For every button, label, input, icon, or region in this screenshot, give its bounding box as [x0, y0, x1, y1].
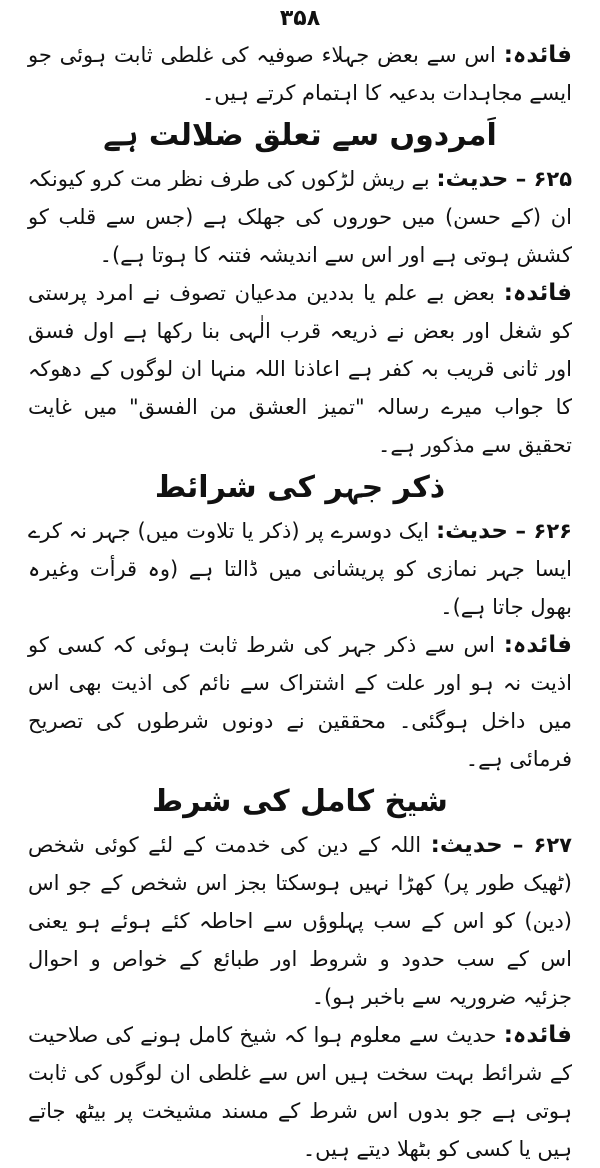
paragraph-text: بے ریش لڑکوں کی طرف نظر مت کرو کیونکہ ان (کے حسن) میں حوروں کی جھلک ہے (جس سے قلب کو کشش ہوتی ہے اور اس سے اندیشہ فتنہ کا ہوتا ہے)۔ — [28, 167, 572, 267]
paragraph-text: ایک دوسرے پر (ذکر یا تلاوت میں) جہر نہ کرے ایسا جہر نمازی کو پریشانی میں ڈالتا ہے (وہ قرأت وغیرہ بھول جاتا ہے)۔ — [28, 519, 572, 619]
hadith-paragraph — [28, 512, 572, 626]
hadith-number: ۶۲۶ – — [508, 519, 572, 543]
hadith-paragraph — [28, 160, 572, 274]
fawaid-paragraph — [28, 626, 572, 778]
fawaid-paragraph — [28, 1016, 572, 1168]
section-heading: شیخ کامل کی شرط — [152, 784, 448, 819]
hadith-number: ۶۲۵ – — [508, 167, 573, 191]
fawaid-paragraph — [28, 274, 572, 464]
hadith-label: حدیث: — [430, 832, 503, 858]
section-heading: ذکر جہر کی شرائط — [154, 470, 446, 505]
hadith-label: حدیث: — [436, 166, 509, 192]
paragraph-text: اس سے ذکر جہر کی شرط ثابت ہوئی کہ کسی کو اذیت نہ ہو اور علت کے اشتراک سے نائم کی اذیت بھی اس میں داخل ہوگئی۔ محققین نے دونوں شرطوں کی تصریح فرمائی ہے۔ — [28, 633, 572, 771]
hadith-number: ۶۲۷ – — [502, 833, 572, 857]
fawaid-paragraph — [28, 36, 572, 112]
paragraph-text: اس سے بعض جہلاء صوفیہ کی غلطی ثابت ہوئی جو ایسے مجاہدات بدعیہ کا اہتمام کرتے ہیں۔ — [28, 43, 572, 105]
hadith-label: حدیث: — [435, 518, 509, 544]
paragraph-text: بعض بے علم یا بددین مدعیان تصوف نے امرد پرستی کو شغل اور بعض نے ذریعہ قرب الٰہی بنا رکھا ہے اول فسق اور ثانی قریب بہ کفر ہے اعاذنا اللہ منہا ان لوگوں کے دھوکہ کا جواب میرے رسالہ "تمیز العشق من الفسق" میں غایت تحقیق سے مذکور ہے۔ — [28, 281, 572, 457]
paragraph-text: اللہ کے دین کی خدمت کے لئے کوئی شخص (ٹھیک طور پر) کھڑا نہیں ہوسکتا بجز اس شخص کے جو اس (دین) کو اس کے سب پہلوؤں سے احاطہ کئے ہوئے ہو یعنی اس کے سب حدود و شروط اور طبائع کے خواص و احوال جزئیہ ضروریہ سے باخبر ہو)۔ — [28, 833, 572, 1009]
fawaid-label: فائدہ: — [503, 1022, 572, 1048]
paragraph-text: حدیث سے معلوم ہوا کہ شیخ کامل ہونے کی صلاحیت کے شرائط بہت سخت ہیں اس سے غلطی ان لوگوں کی ثابت ہوتی ہے جو بدوں اس شرط کے مسند مشیخت پر بیٹھ جاتے ہیں یا کسی کو بٹھلا دیتے ہیں۔ — [28, 1023, 572, 1161]
section-heading: اَمردوں سے تعلق ضلالت ہے — [103, 118, 497, 153]
hadith-paragraph — [28, 826, 572, 1016]
page-number: ۳۵۸ — [279, 6, 321, 31]
document-page — [28, 4, 573, 1161]
fawaid-label: فائدہ: — [503, 280, 572, 306]
fawaid-label: فائدہ: — [503, 42, 572, 68]
fawaid-label: فائدہ: — [503, 632, 572, 658]
